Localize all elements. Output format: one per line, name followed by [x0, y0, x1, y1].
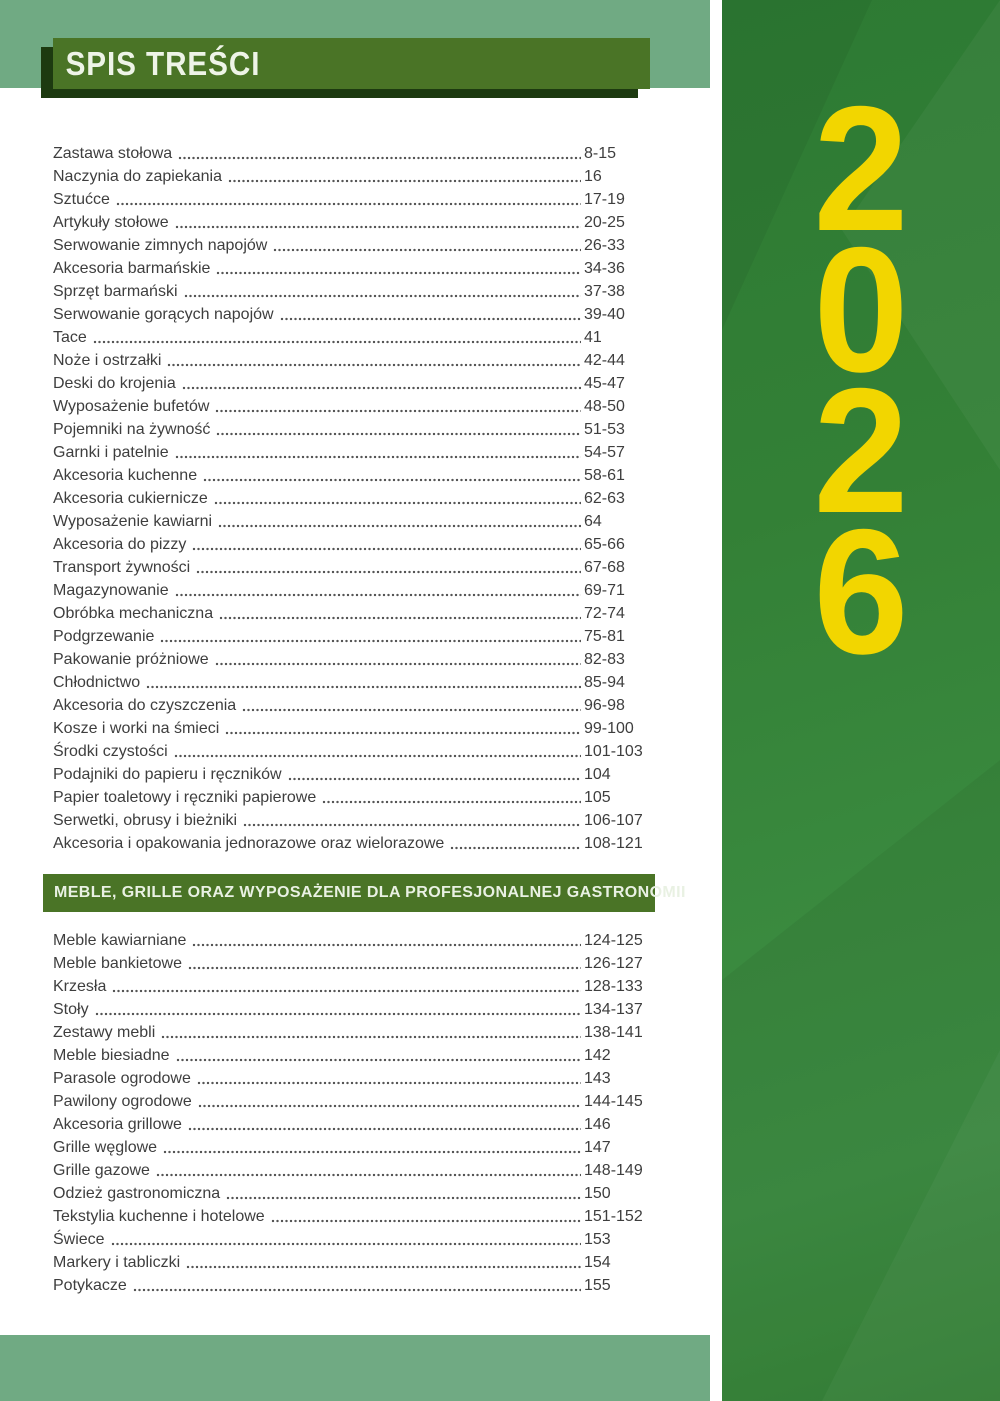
section-2-title: MEBLE, GRILLE ORAZ WYPOSAŻENIE DLA PROFESJONALNEJ GASTRONOMII	[54, 884, 686, 901]
toc-item-label: Stoły	[53, 1000, 89, 1018]
toc-item-label: Transport żywności	[53, 558, 191, 576]
dot-leader	[95, 1011, 581, 1017]
toc-row	[53, 280, 640, 303]
toc-item-label: Potykacze	[53, 1276, 127, 1294]
dot-leader	[197, 1080, 581, 1086]
toc-item-label: Podgrzewanie	[53, 627, 155, 645]
toc-item-label: Meble kawiarniane	[53, 931, 187, 949]
toc-row	[53, 142, 640, 165]
toc-row	[53, 441, 640, 464]
toc-item-label: Pakowanie próżniowe	[53, 650, 209, 668]
toc-item-pages: 67-68	[584, 558, 625, 576]
dot-leader	[271, 1218, 581, 1224]
toc-row	[53, 1182, 640, 1205]
toc-row	[53, 1067, 640, 1090]
dot-leader	[175, 592, 581, 598]
toc-item-pages: 37-38	[584, 282, 625, 300]
toc-item-pages: 148-149	[584, 1161, 643, 1179]
toc-item-pages: 16	[584, 167, 602, 185]
page-title: SPIS TREŚCI	[65, 44, 261, 82]
toc-item-label: Świece	[53, 1230, 105, 1248]
toc-item-label: Odzież gastronomiczna	[53, 1184, 221, 1202]
toc-item-pages: 108-121	[584, 834, 643, 852]
dot-leader	[273, 247, 581, 253]
toc-row	[53, 717, 640, 740]
dot-leader	[111, 1241, 581, 1247]
toc-row	[53, 533, 640, 556]
toc-row	[53, 556, 640, 579]
dot-leader	[216, 270, 581, 276]
year-digit: 6	[813, 492, 909, 691]
dot-leader	[214, 500, 581, 506]
toc-row	[53, 1136, 640, 1159]
toc-item-pages: 144-145	[584, 1092, 643, 1110]
toc-row	[53, 809, 643, 832]
toc-row	[53, 1021, 643, 1044]
toc-row	[53, 1090, 643, 1113]
year-digit: 0	[813, 210, 909, 409]
dot-leader	[225, 730, 581, 736]
dot-leader	[219, 615, 581, 621]
toc-item-pages: 34-36	[584, 259, 625, 277]
toc-row	[53, 832, 643, 855]
toc-item-label: Papier toaletowy i ręczniki papierowe	[53, 788, 317, 806]
dot-leader	[160, 638, 581, 644]
toc-item-pages: 105	[584, 788, 611, 806]
toc-item-pages: 138-141	[584, 1023, 643, 1041]
dot-leader	[176, 1057, 581, 1063]
toc-row	[53, 763, 640, 786]
toc-item-label: Akcesoria barmańskie	[53, 259, 211, 277]
toc-row	[53, 998, 643, 1021]
dot-leader	[175, 224, 581, 230]
toc-item-label: Obróbka mechaniczna	[53, 604, 214, 622]
dot-leader	[218, 523, 581, 529]
dot-leader	[280, 316, 581, 322]
toc-row	[53, 579, 640, 602]
toc-row	[53, 487, 640, 510]
toc-item-label: Wyposażenie kawiarni	[53, 512, 213, 530]
toc-item-label: Podajniki do papieru i ręczników	[53, 765, 282, 783]
dot-leader	[450, 845, 581, 851]
toc-item-pages: 99-100	[584, 719, 634, 737]
toc-item-pages: 8-15	[584, 144, 617, 162]
toc-row	[53, 188, 640, 211]
toc-row	[53, 786, 640, 809]
toc-item-label: Kosze i worki na śmieci	[53, 719, 220, 737]
dot-leader	[288, 776, 581, 782]
toc-item-pages: 143	[584, 1069, 611, 1087]
toc-row	[53, 165, 640, 188]
toc-item-label: Magazynowanie	[53, 581, 169, 599]
toc-row	[53, 418, 640, 441]
toc-item-pages: 72-74	[584, 604, 625, 622]
dot-leader	[322, 799, 581, 805]
toc-item-pages: 150	[584, 1184, 611, 1202]
toc-row	[53, 1113, 640, 1136]
toc-item-pages: 39-40	[584, 305, 625, 323]
toc-item-pages: 75-81	[584, 627, 625, 645]
toc-item-label: Naczynia do zapiekania	[53, 167, 222, 185]
toc-row	[53, 372, 640, 395]
page-title-bar	[53, 38, 650, 89]
dot-leader	[228, 178, 581, 184]
dot-leader	[203, 477, 581, 483]
dot-leader	[175, 454, 581, 460]
toc-item-label: Deski do krojenia	[53, 374, 176, 392]
toc-item-pages: 45-47	[584, 374, 625, 392]
bottom-sage-band	[0, 1335, 710, 1401]
toc-item-pages: 106-107	[584, 811, 643, 829]
toc-item-pages: 153	[584, 1230, 611, 1248]
toc-row	[53, 1044, 640, 1067]
toc-row	[53, 303, 640, 326]
dot-leader	[116, 201, 581, 207]
toc-row	[53, 1205, 643, 1228]
toc-item-pages: 54-57	[584, 443, 625, 461]
dot-leader	[192, 546, 581, 552]
dot-leader	[163, 1149, 581, 1155]
toc-item-label: Meble biesiadne	[53, 1046, 170, 1064]
toc-item-label: Akcesoria i opakowania jednorazowe oraz wielorazowe	[53, 834, 445, 852]
toc-item-label: Artykuły stołowe	[53, 213, 169, 231]
toc-item-pages: 96-98	[584, 696, 625, 714]
toc-item-label: Pawilony ogrodowe	[53, 1092, 192, 1110]
toc-item-pages: 82-83	[584, 650, 625, 668]
toc-row	[53, 602, 640, 625]
toc-item-label: Parasole ogrodowe	[53, 1069, 191, 1087]
toc-item-label: Sprzęt barmański	[53, 282, 178, 300]
toc-row	[53, 257, 640, 280]
toc-item-pages: 41	[584, 328, 602, 346]
toc-item-label: Akcesoria cukiernicze	[53, 489, 208, 507]
year-digit: 2	[813, 69, 909, 268]
toc-row	[53, 234, 640, 257]
dot-leader	[196, 569, 581, 575]
toc-row	[53, 929, 643, 952]
toc-item-pages: 128-133	[584, 977, 643, 995]
dot-leader	[182, 385, 581, 391]
dot-leader	[184, 293, 582, 299]
year-digit: 2	[813, 351, 909, 550]
toc-item-label: Chłodnictwo	[53, 673, 141, 691]
toc-item-label: Tekstylia kuchenne i hotelowe	[53, 1207, 265, 1225]
toc-row	[53, 510, 640, 533]
dot-leader	[188, 1126, 581, 1132]
toc-item-pages: 126-127	[584, 954, 643, 972]
dot-leader	[112, 988, 581, 994]
toc-row	[53, 625, 640, 648]
toc-item-pages: 20-25	[584, 213, 625, 231]
toc-item-pages: 134-137	[584, 1000, 643, 1018]
toc-item-label: Akcesoria do pizzy	[53, 535, 187, 553]
dot-leader	[167, 362, 581, 368]
dot-leader	[186, 1264, 581, 1270]
dot-leader	[133, 1287, 581, 1293]
toc-item-pages: 147	[584, 1138, 611, 1156]
toc-item-pages: 48-50	[584, 397, 625, 415]
dot-leader	[216, 431, 581, 437]
toc-item-label: Noże i ostrzałki	[53, 351, 162, 369]
toc-row	[53, 740, 643, 763]
toc-item-label: Zestawy mebli	[53, 1023, 156, 1041]
toc-section-1	[53, 142, 643, 855]
toc-row	[53, 211, 640, 234]
toc-row	[53, 1251, 640, 1274]
toc-item-pages: 104	[584, 765, 611, 783]
toc-item-label: Środki czystości	[53, 742, 168, 760]
toc-row	[53, 1228, 640, 1251]
toc-item-label: Pojemniki na żywność	[53, 420, 211, 438]
toc-item-label: Sztućce	[53, 190, 110, 208]
dot-leader	[188, 965, 581, 971]
year-2026	[722, 0, 1000, 691]
dot-leader	[198, 1103, 581, 1109]
toc-row	[53, 975, 643, 998]
toc-item-label: Wyposażenie bufetów	[53, 397, 210, 415]
toc-item-label: Akcesoria grillowe	[53, 1115, 182, 1133]
toc-item-pages: 85-94	[584, 673, 625, 691]
toc-row	[53, 1274, 640, 1297]
toc-item-label: Akcesoria do czyszczenia	[53, 696, 237, 714]
dot-leader	[174, 753, 581, 759]
dot-leader	[215, 408, 581, 414]
toc-item-label: Zastawa stołowa	[53, 144, 173, 162]
toc-item-label: Meble bankietowe	[53, 954, 182, 972]
toc-item-label: Markery i tabliczki	[53, 1253, 181, 1271]
toc-row	[53, 952, 643, 975]
toc-row	[53, 349, 640, 372]
section-2-header-bar	[43, 874, 686, 912]
dot-leader	[215, 661, 581, 667]
toc-item-label: Serwowanie gorących napojów	[53, 305, 274, 323]
dot-leader	[156, 1172, 581, 1178]
toc-item-label: Garnki i patelnie	[53, 443, 169, 461]
toc-item-pages: 64	[584, 512, 602, 530]
toc-item-pages: 154	[584, 1253, 611, 1271]
toc-item-pages: 124-125	[584, 931, 643, 949]
toc-item-label: Serwetki, obrusy i bieżniki	[53, 811, 238, 829]
toc-item-label: Grille węglowe	[53, 1138, 158, 1156]
dot-leader	[226, 1195, 581, 1201]
toc-section-2	[53, 929, 643, 1297]
toc-item-label: Tace	[53, 328, 87, 346]
toc-row	[53, 1159, 643, 1182]
toc-item-pages: 42-44	[584, 351, 625, 369]
toc-item-pages: 146	[584, 1115, 611, 1133]
dot-leader	[93, 339, 581, 345]
toc-item-label: Serwowanie zimnych napojów	[53, 236, 268, 254]
dot-leader	[146, 684, 581, 690]
toc-item-pages: 26-33	[584, 236, 625, 254]
toc-row	[53, 395, 640, 418]
toc-item-label: Grille gazowe	[53, 1161, 150, 1179]
toc-item-pages: 155	[584, 1276, 611, 1294]
toc-item-pages: 142	[584, 1046, 611, 1064]
toc-row	[53, 326, 640, 349]
toc-row	[53, 464, 640, 487]
dot-leader	[192, 942, 581, 948]
toc-item-label: Krzesła	[53, 977, 107, 995]
toc-item-pages: 69-71	[584, 581, 625, 599]
toc-item-pages: 17-19	[584, 190, 625, 208]
year-sidebar	[722, 0, 1000, 1401]
dot-leader	[161, 1034, 581, 1040]
toc-row	[53, 694, 640, 717]
dot-leader	[178, 155, 581, 161]
toc-row	[53, 648, 640, 671]
toc-item-pages: 151-152	[584, 1207, 643, 1225]
toc-item-pages: 62-63	[584, 489, 625, 507]
toc-item-label: Akcesoria kuchenne	[53, 466, 198, 484]
toc-item-pages: 101-103	[584, 742, 643, 760]
dot-leader	[243, 822, 581, 828]
dot-leader	[242, 707, 581, 713]
toc-row	[53, 671, 640, 694]
toc-item-pages: 58-61	[584, 466, 625, 484]
toc-item-pages: 51-53	[584, 420, 625, 438]
toc-item-pages: 65-66	[584, 535, 625, 553]
